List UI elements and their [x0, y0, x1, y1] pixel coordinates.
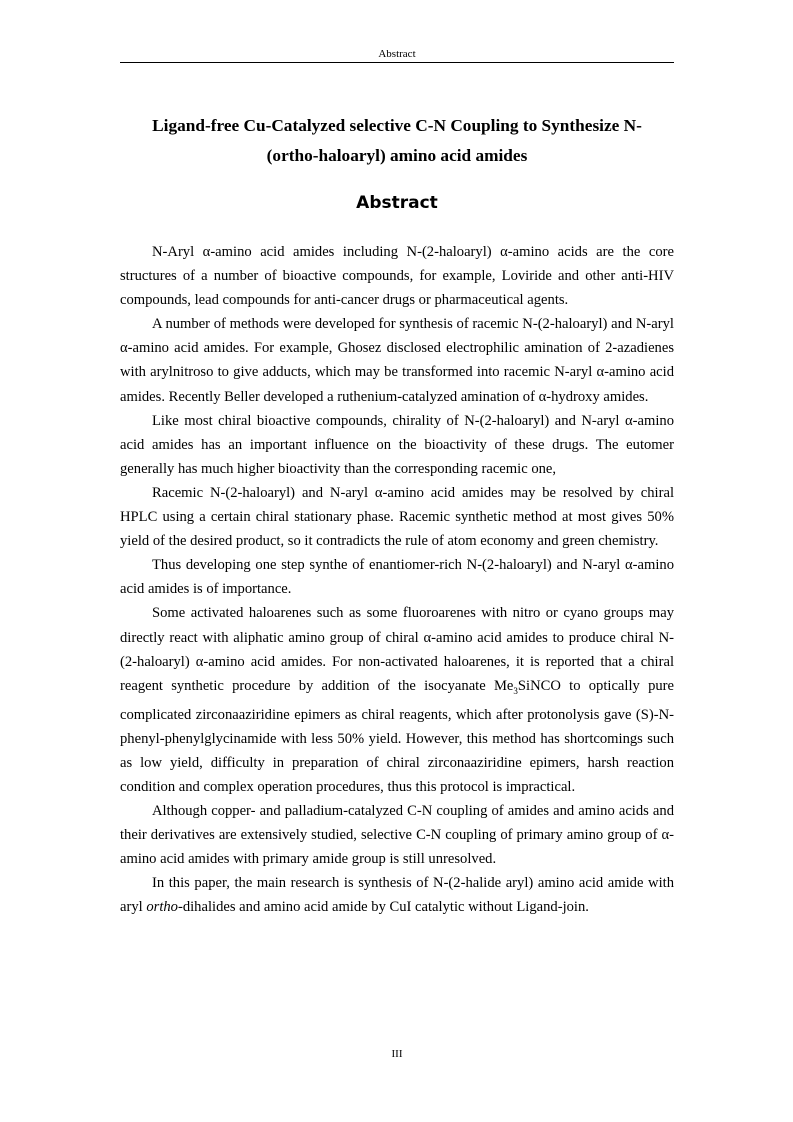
running-header: Abstract — [378, 48, 416, 60]
abstract-body — [120, 240, 674, 920]
paragraph-8-part-2: -dihalides and amino acid amide by CuI catalytic without Ligand-join. — [177, 899, 589, 916]
italic-text: ortho — [146, 899, 178, 916]
paragraph-8-part-1: In this paper, the main research is synthesis of N-(2-halide aryl) amino acid amide with aryl — [120, 875, 674, 916]
paragraph-7: Although copper- and palladium-catalyzed C-N coupling of amides and amino acids and their derivatives are extensively studied, selective C-N coupling of primary amino group of α-amino acid amides with primary amide group is still unresolved. — [120, 803, 674, 868]
paragraph-6-part-2: SiNCO to optically pure complicated zirconaaziridine epimers as chiral reagents, which after protonolysis gave (S)-N-phenyl-phenylglycinamide with less 50% yield. However, this method has shortcomings such as low yield, difficulty in preparation of chiral zirconaaziridine epimers, harsh reaction condition and complex operation procedures, thus this protocol is impractical. — [120, 677, 674, 795]
paragraph-5: Thus developing one step synthe of enantiomer-rich N-(2-haloaryl) and N-aryl α-amino acid amides is of importance. — [120, 557, 674, 598]
subscript-text: 3 — [513, 685, 518, 696]
header-rule — [120, 62, 674, 63]
paragraph-8 — [120, 871, 674, 919]
document-title — [120, 111, 674, 171]
section-heading: Abstract — [356, 193, 438, 213]
paragraph-2: A number of methods were developed for synthesis of racemic N-(2-haloaryl) and N-aryl α-amino acid amides. For example, Ghosez disclosed electrophilic amination of 2-azadienes with arylnitroso to give adducts, which may be transformed into racemic N-aryl α-amino acid amides. Recently Beller developed a ruthenium-catalyzed amination of α-hydroxy amides. — [120, 316, 674, 405]
paragraph-4: Racemic N-(2-haloaryl) and N-aryl α-amino acid amides may be resolved by chiral HPLC using a certain chiral stationary phase. Racemic synthetic method at most gives 50% yield of the desired product, so it contradicts the rule of atom economy and green chemistry. — [120, 484, 674, 550]
title-line-2: (ortho-haloaryl) amino acid amides — [266, 146, 528, 165]
page-number: III — [391, 1048, 403, 1060]
paragraph-6 — [120, 601, 674, 799]
paragraph-6-part-1: Some activated haloarenes such as some fluoroarenes with nitro or cyano groups may directly react with aliphatic amino group of chiral α-amino acid amides to produce chiral N-(2-haloaryl) α-amino acid amides. For non-activated haloarenes, it is reported that a chiral reagent synthetic procedure by addition of the isocyanate Me — [120, 605, 674, 694]
title-line-1: Ligand-free Cu-Catalyzed selective C-N Coupling to Synthesize N- — [152, 116, 642, 135]
paragraph-3: Like most chiral bioactive compounds, chirality of N-(2-haloaryl) and N-aryl α-amino acid amides has an important influence on the bioactivity of these drugs. The eutomer generally has much higher bioactivity than the corresponding racemic one, — [120, 412, 674, 477]
paragraph-1: N-Aryl α-amino acid amides including N-(2-haloaryl) α-amino acids are the core structures of a number of bioactive compounds, for example, Loviride and other anti-HIV compounds, lead compounds for anti-cancer drugs or pharmaceutical agents. — [120, 244, 674, 309]
